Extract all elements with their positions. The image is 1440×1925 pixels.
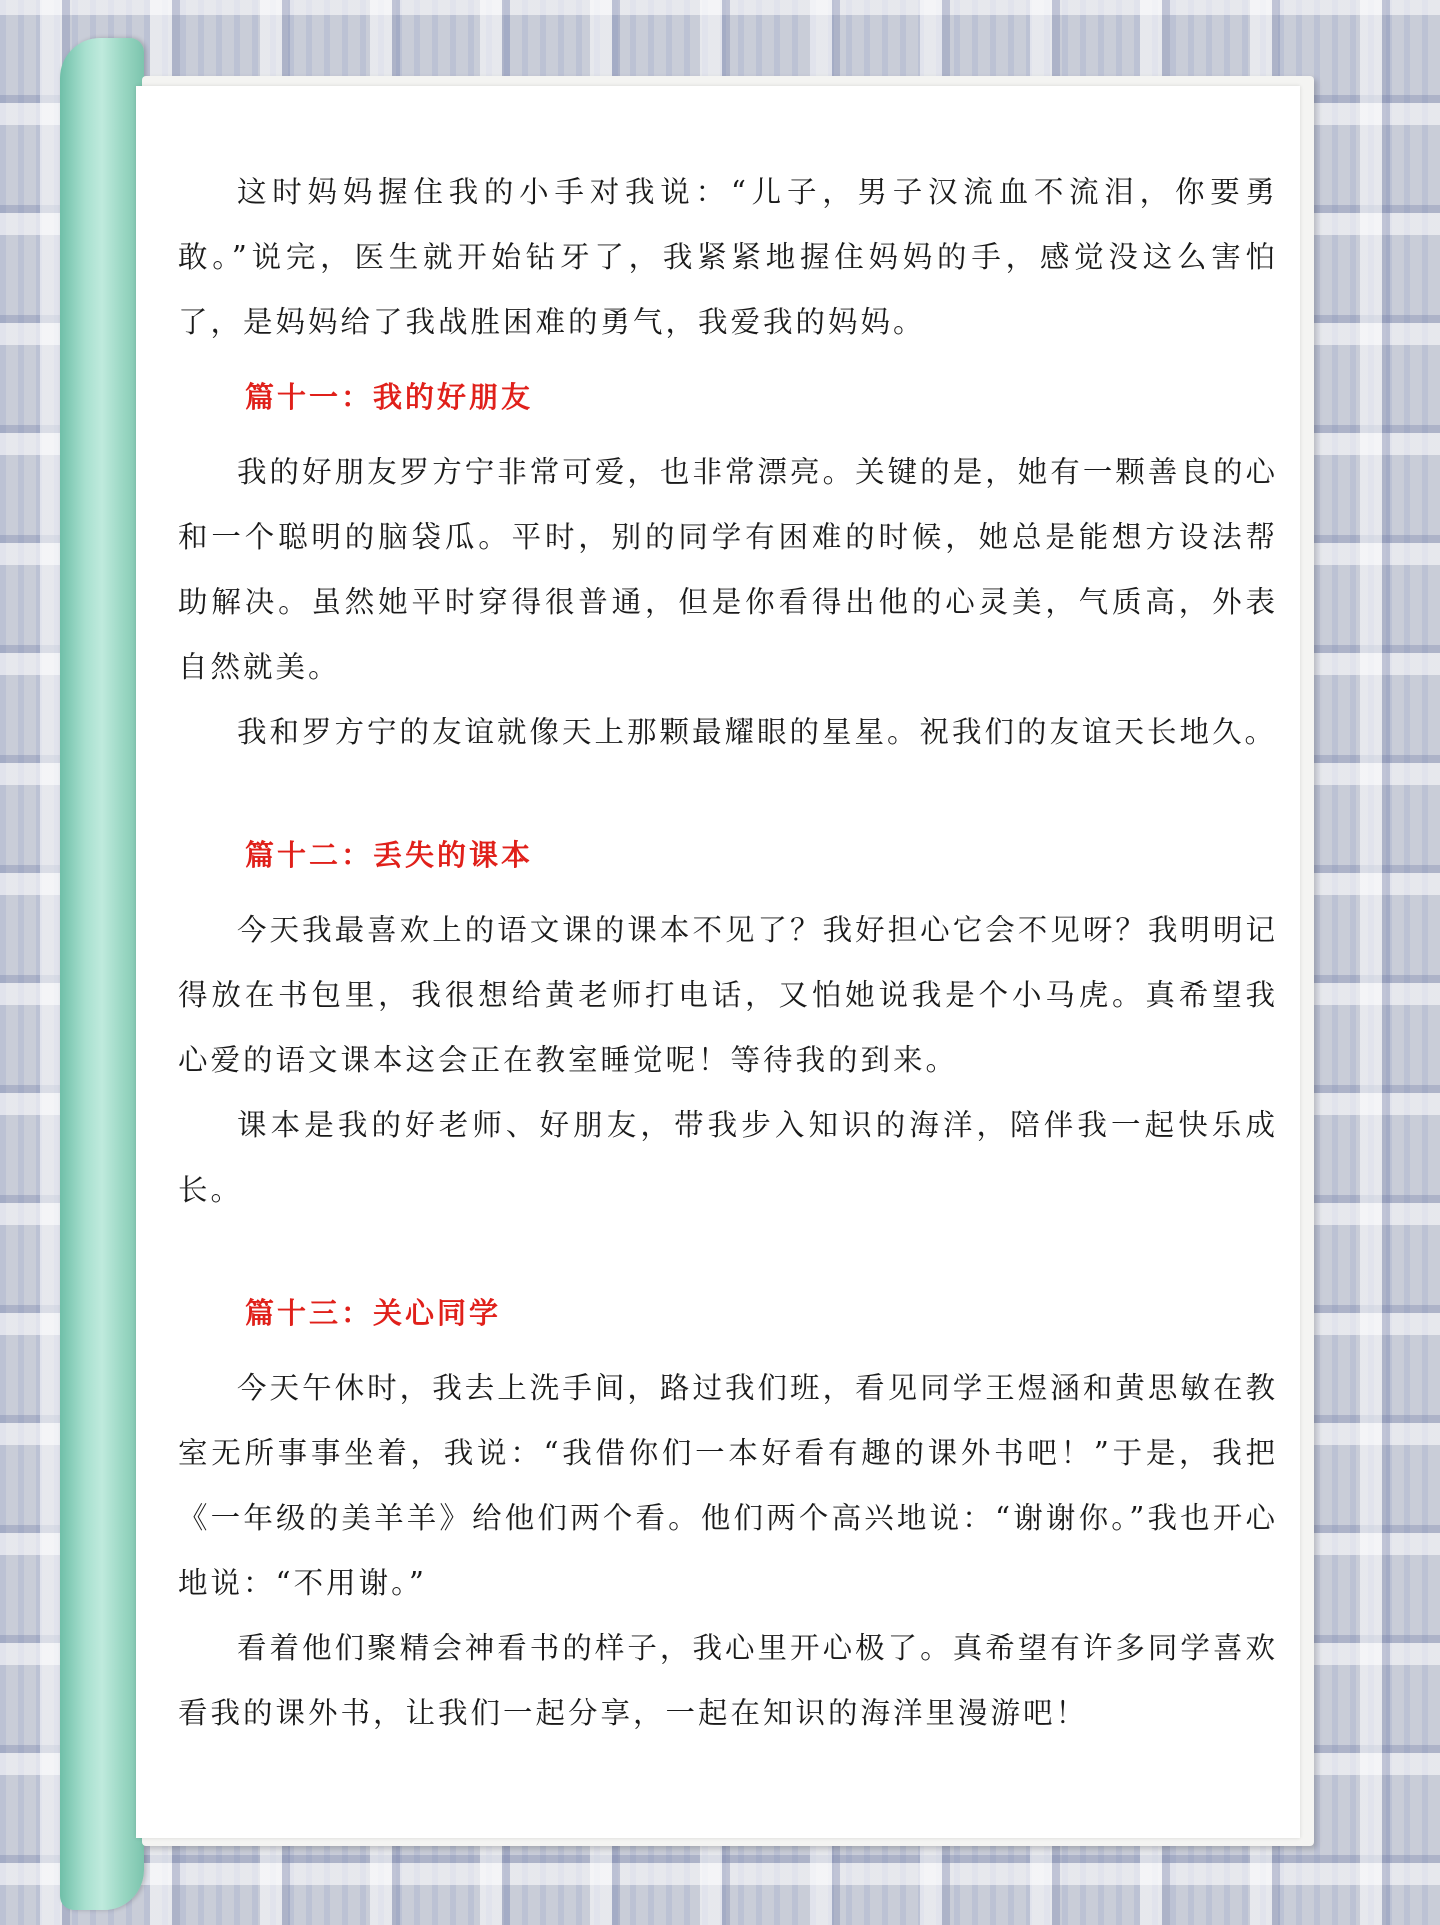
- section-heading: 篇十二：丢失的课本: [245, 838, 534, 872]
- paragraph: 今天我最喜欢上的语文课的课本不见了？我好担心它会不见呀？我明明记得放在书包里，我很想给黄老师打电话，又怕她说我是个小马虎。真希望我心爱的语文课本这会正在教室睡觉呢！等待我的到来。: [178, 913, 1278, 1077]
- paragraph: 今天午休时，我去上洗手间，路过我们班，看见同学王煜涵和黄思敏在教室无所事事坐着，我说：“我借你们一本好看有趣的课外书吧！”于是，我把《一年级的美羊羊》给他们两个看。他们两个高兴地说：“谢谢你。”我也开心地说：“不用谢。”: [178, 1371, 1278, 1600]
- paragraph: 我和罗方宁的友谊就像天上那颗最耀眼的星星。祝我们的友谊天长地久。: [237, 715, 1278, 749]
- paragraph: 课本是我的好老师、好朋友，带我步入知识的海洋，陪伴我一起快乐成长。: [178, 1108, 1278, 1207]
- essay-content: [178, 160, 1278, 1746]
- section-heading: 篇十一：我的好朋友: [245, 380, 534, 414]
- paragraph: 这时妈妈握住我的小手对我说：“儿子，男子汉流血不流泪，你要勇敢。”说完，医生就开始钻牙了，我紧紧地握住妈妈的手，感觉没这么害怕了，是妈妈给了我战胜困难的勇气，我爱我的妈妈。: [178, 175, 1278, 339]
- green-binder-spine: [60, 38, 144, 1910]
- section-heading: 篇十三：关心同学: [245, 1296, 502, 1330]
- paragraph: 我的好朋友罗方宁非常可爱，也非常漂亮。关键的是，她有一颗善良的心和一个聪明的脑袋瓜。平时，别的同学有困难的时候，她总是能想方设法帮助解决。虽然她平时穿得很普通，但是你看得出他的心灵美，气质高，外表自然就美。: [178, 455, 1278, 684]
- paragraph: 看着他们聚精会神看书的样子，我心里开心极了。真希望有许多同学喜欢看我的课外书，让我们一起分享，一起在知识的海洋里漫游吧！: [178, 1631, 1278, 1730]
